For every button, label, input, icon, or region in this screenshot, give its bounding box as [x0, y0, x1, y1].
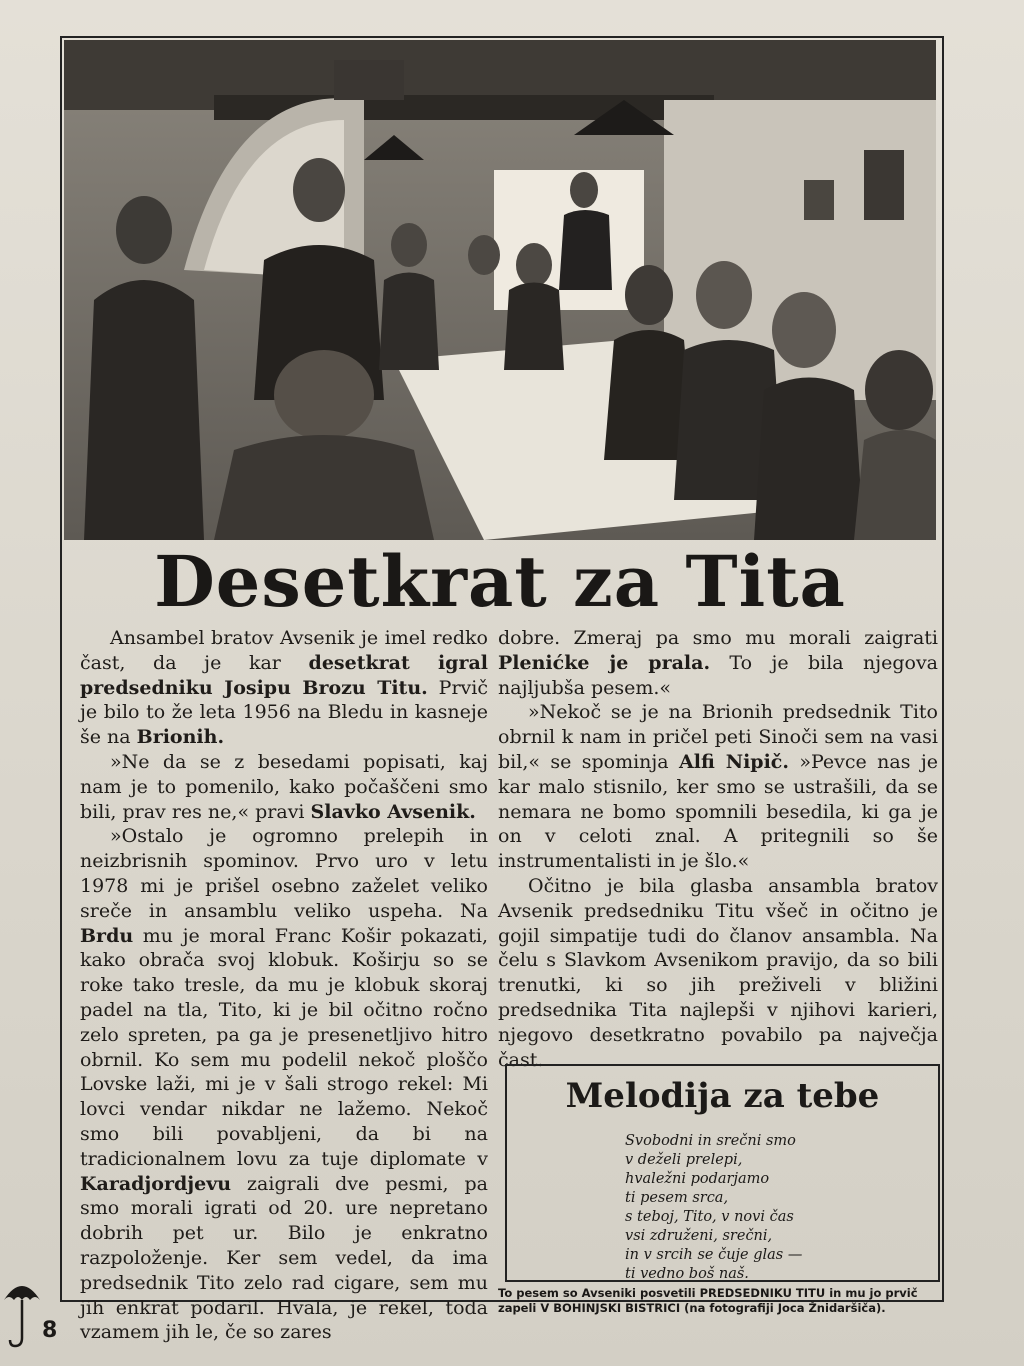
- poem-lines: [625, 1132, 925, 1284]
- page-number: 8: [42, 1318, 58, 1343]
- paragraph: dobre. Zmeraj pa smo mu morali zaigrati Plenićke je prala. To je bila njegova najljubša pesem.«: [498, 627, 939, 699]
- poem-line: hvaležni podarjamo: [625, 1171, 770, 1187]
- bold-run: Brdu: [80, 924, 134, 947]
- poem-title: Melodija za tebe: [565, 1076, 880, 1116]
- poem-line: vsi združeni, srečni,: [625, 1228, 773, 1244]
- poem-line: s teboj, Tito, v novi čas: [625, 1209, 794, 1225]
- right-column: [498, 626, 938, 1072]
- poem-line: v deželi prelepi,: [625, 1152, 743, 1168]
- poem-line: ti pesem srca,: [625, 1190, 729, 1206]
- bold-run: Slavko Avsenik.: [310, 800, 476, 823]
- article-photo: [64, 40, 936, 540]
- paragraph: »Nekoč se je na Brionih predsednik Tito obrnil k nam in pričel peti Sinoči sem na vasi bil,« se spominja Alfi Nipič. »Pevce nas je kar malo stisnilo, ker smo se ustrašili, da se nemara ne bomo spomnili besedila, ki ga je on v celoti znal. A pritegnili so še instrumentalisti in je šlo.«: [498, 701, 938, 873]
- paragraph: Očitno je bila glasba ansambla bratov Avsenik predsedniku Titu všeč in očitno je gojil simpatije tudi do članov ansambla. Na čelu s Slavkom Avsenikom pravijo, da so bili trenutki, ki so jih preživeli v bližini predsednika Tita najlepši v njihovi karieri, njegovo desetkratno povabilo pa največja čast.: [498, 874, 938, 1071]
- poem-box: [505, 1064, 940, 1282]
- photo-caption: To pesem so Avseniki posvetili PREDSEDNIKU TITU in mu jo prvič zapeli V BOHINJSKI BISTRICI (na fotografiji Joca Žnidaršiča).: [498, 1286, 918, 1315]
- bold-run: desetkrat igral predsedniku Josipu Brozu Titu.: [80, 651, 488, 699]
- paragraph: »Ne da se z besedami popisati, kaj nam je to pomenilo, kako počaščeni smo bili, prav res ne,« pravi Slavko Avsenik.: [80, 750, 488, 823]
- umbrella-icon: [2, 1270, 42, 1350]
- bold-run: Plenićke je prala.: [498, 651, 711, 674]
- paragraph: Ansambel bratov Avsenik je imel redko čast, da je kar desetkrat igral predsedniku Josipu Brozu Titu. Prvič je bilo to že leta 1956 na Bledu in kasneje še na Brionih.: [80, 627, 489, 749]
- poem-line: in v srcih se čuje glas —: [625, 1247, 803, 1263]
- poem-line: Svobodni in srečni smo: [625, 1133, 796, 1149]
- paragraph: »Ostalo je ogromno prelepih in neizbrisnih spominov. Prvo uro v letu 1978 mi je prišel osebno zaželet veliko sreče in ansamblu veliko uspeha. Na Brdu mu je moral Franc Košir pokazati, kako obrača svoj klobuk. Koširju so se roke tako tresle, da mu je klobuk skoraj padel na tla, Tito, ki je bil očitno ročno zelo spreten, pa ga je presenetljivo hitro obrnil. Ko sem mu podelil nekoč ploščo Lovske laži, mi je v šali strogo rekel: Mi lovci vendar nikdar ne lažemo. Nekoč smo bili povabljeni, da bi na tradicionalnem lovu za tuje diplomate v Karadjordjevu zaigrali dve pesmi, pa smo morali igrati od 20. ure nepretano dobrih pet ur. Bilo je enkratno razpoloženje. Ker sem vedel, da ima predsednik Tito zelo rad cigare, sem mu jih enkrat podaril. Hvala, je rekel, toda vzamem jih le, če so zares: [80, 825, 488, 1344]
- article-headline: Desetkrat za Tita: [154, 540, 846, 623]
- bold-run: Karadjordjevu: [80, 1172, 232, 1195]
- bold-run: Brionih.: [136, 726, 225, 749]
- bold-run: Alfi Nipič.: [679, 750, 789, 773]
- left-column: [80, 626, 488, 1345]
- poem-line: ti vedno boš naš.: [625, 1266, 749, 1282]
